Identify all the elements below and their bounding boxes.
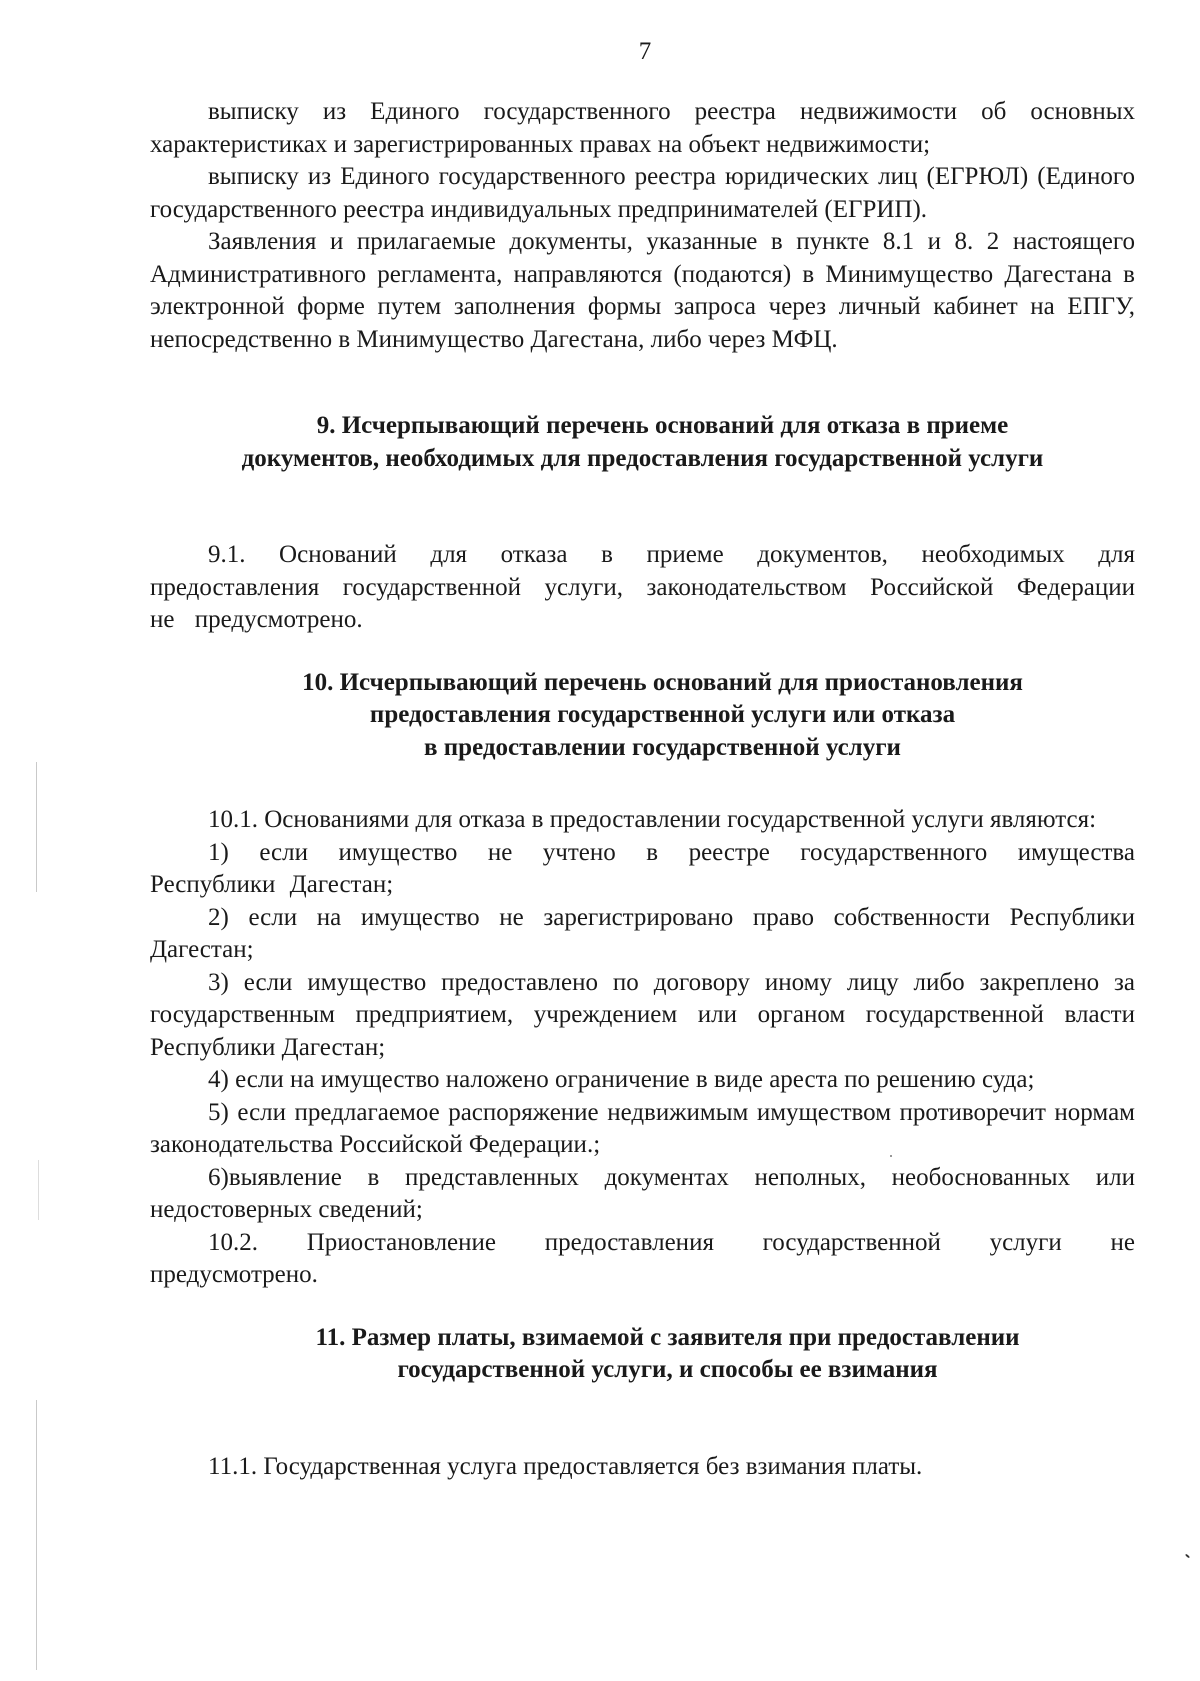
section-10-heading-line: в предоставлении государственной услуги: [424, 733, 901, 761]
paragraph-10-1-item-4: 4) если на имущество наложено ограничение в виде ареста по решению суда;: [208, 1066, 1035, 1093]
scan-artifact-line: [36, 762, 37, 892]
section-9-heading-line: документов, необходимых для предоставления государственной услуги: [241, 444, 1044, 472]
section-9-heading-line: 9. Исчерпывающий перечень оснований для отказа в приеме: [316, 412, 1009, 439]
scan-speck: [1185, 1554, 1190, 1559]
section-11-heading-line: государственной услуги, и способы ее взимания: [397, 1356, 938, 1383]
paragraph-10-1-item-5: 5) если предлагаемое распоряжение недвижимым имуществом противоречит нормам законодательства Российской Федерации.;: [150, 1098, 1135, 1158]
paragraph-10-1-item-3: 3) если имущество предоставлено по договору иному лицу либо закреплено за государственным предприятием, учреждением или органом государственной власти Республики Дагестан;: [150, 968, 1135, 1061]
paragraph-10-2: 10.2. Приостановление предоставления государственной услуги не предусмотрено.: [150, 1228, 1135, 1288]
section-10-heading-line: предоставления государственной услуги или отказа: [369, 701, 956, 728]
section-10-heading: [150, 667, 1135, 765]
section-11-heading: [150, 1322, 1135, 1387]
paragraph-9-1: 9.1. Оснований для отказа в приеме документов, необходимых для предоставления государственной услуги, законодательством Российской Федерации не предусмотрено.: [150, 541, 1135, 633]
paragraph-submission-methods: Заявления и прилагаемые документы, указанные в пункте 8.1 и 8. 2 настоящего Административного регламента, направляются (подаются) в Минимущество Дагестана в электронной форме путем заполнения формы запроса через личный кабинет на ЕПГУ, непосредственно в Минимущество Дагестана, либо через МФЦ.: [150, 228, 1135, 353]
section-11-heading-line: 11. Размер платы, взимаемой с заявителя при предоставлении: [315, 1323, 1020, 1351]
paragraph-10-1-item-6: 6)выявление в представленных документах неполных, необоснованных или недостоверных сведений;: [150, 1163, 1135, 1223]
document-body: [150, 96, 1135, 1483]
paragraph-11-1: 11.1. Государственная услуга предоставляется без взимания платы.: [208, 1452, 923, 1480]
section-9-heading: [150, 410, 1135, 475]
section-10-heading-line: 10. Исчерпывающий перечень оснований для приостановления: [302, 668, 1023, 696]
scan-artifact-line: [36, 1400, 37, 1670]
page-number: 7: [638, 38, 652, 65]
paragraph-10-1: 10.1. Основаниями для отказа в предоставлении государственной услуги являются:: [208, 806, 1097, 833]
paragraph-10-1-item-1: 1) если имущество не учтено в реестре государственного имущества Республики Дагестан;: [150, 838, 1135, 898]
paragraph-10-1-item-2: 2) если на имущество не зарегистрировано право собственности Республики Дагестан;: [150, 903, 1135, 963]
paragraph-egrul-extract: выписку из Единого государственного реестра юридических лиц (ЕГРЮЛ) (Единого государственного реестра индивидуальных предпринимателей (ЕГРИП).: [150, 163, 1135, 223]
scan-artifact-line: [38, 1160, 39, 1220]
paragraph-egrn-extract: выписку из Единого государственного реестра недвижимости об основных характеристиках и зарегистрированных правах на объект недвижимости;: [150, 98, 1135, 158]
